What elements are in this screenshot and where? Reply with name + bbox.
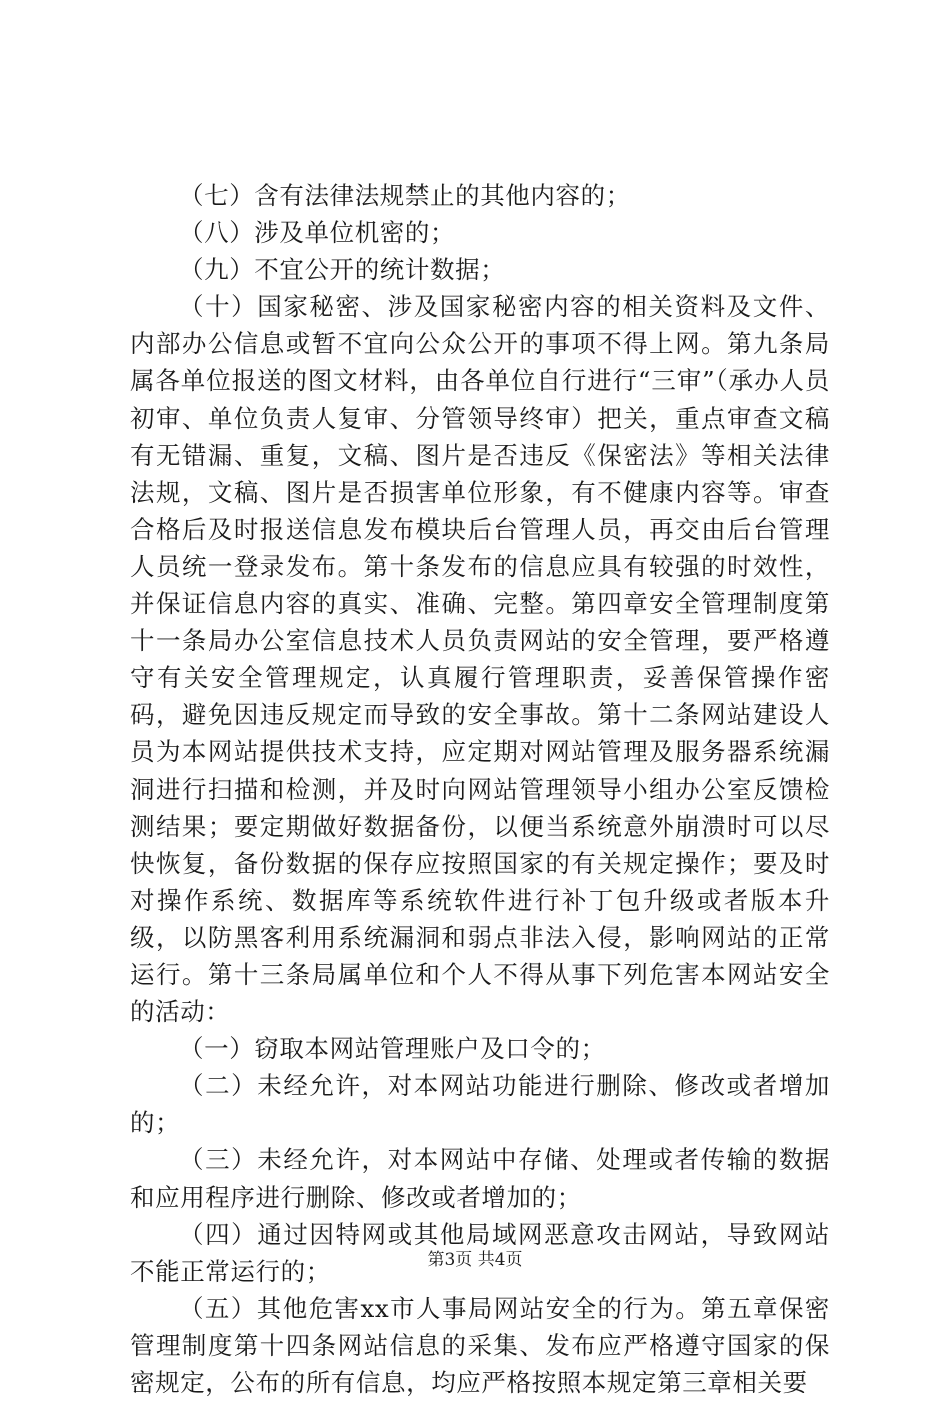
paragraph-activity-3: （三）未经允许，对本网站中存储、处理或者传输的数据和应用程序进行删除、修改或者增加的； [130,1145,830,1212]
page-number-footer: 第3页 共4页 [427,1250,523,1270]
paragraph-activity-5: （五）其他危害xx市人事局网站安全的行为。第五章保密管理制度第十四条网站信息的采集、发布应严格遵守国家的保密规定，公布的所有信息，均应严格按照本规定第三章相关要 [130,1293,830,1397]
document-body [130,177,830,1401]
paragraph-activity-2: （二）未经允许，对本网站功能进行删除、修改或者增加的； [130,1071,830,1138]
paragraph-item-7: （七）含有法律法规禁止的其他内容的； [179,181,631,210]
paragraph-item-10: （十）国家秘密、涉及国家秘密内容的相关资料及文件、内部办公信息或暂不宜向公众公开的事项不得上网。第九条局属各单位报送的图文材料，由各单位自行进行“三审”（承办人员初审、单位负责人复审、分管领导终审）把关，重点审查文稿有无错漏、重复，文稿、图片是否违反《保密法》等相关法律法规，文稿、图片是否损害单位形象，有不健康内容等。审查合格后及时报送信息发布模块后台管理人员，再交由后台管理人员统一登录发布。第十条发布的信息应具有较强的时效性，并保证信息内容的真实、准确、完整。第四章安全管理制度第十一条局办公室信息技术人员负责网站的安全管理，要严格遵守有关安全管理规定，认真履行管理职责，妥善保管操作密码，避免因违反规定而导致的安全事故。第十二条网站建设人员为本网站提供技术支持，应定期对网站管理及服务器系统漏洞进行扫描和检测，并及时向网站管理领导小组办公室反馈检测结果；要定期做好数据备份，以便当系统意外崩溃时可以尽快恢复，备份数据的保存应按照国家的有关规定操作；要及时对操作系统、数据库等系统软件进行补丁包升级或者版本升级，以防黑客利用系统漏洞和弱点非法入侵，影响网站的正常运行。第十三条局属单位和个人不得从事下列危害本网站安全的活动： [130,292,830,1027]
paragraph-activity-4: （四）通过因特网或其他局域网恶意攻击网站，导致网站不能正常运行的； [130,1219,830,1286]
paragraph-item-9: （九）不宜公开的统计数据； [179,255,506,285]
paragraph-activity-1: （一）窃取本网站管理账户及口令的； [179,1034,606,1064]
paragraph-item-8: （八）涉及单位机密的； [179,218,456,248]
